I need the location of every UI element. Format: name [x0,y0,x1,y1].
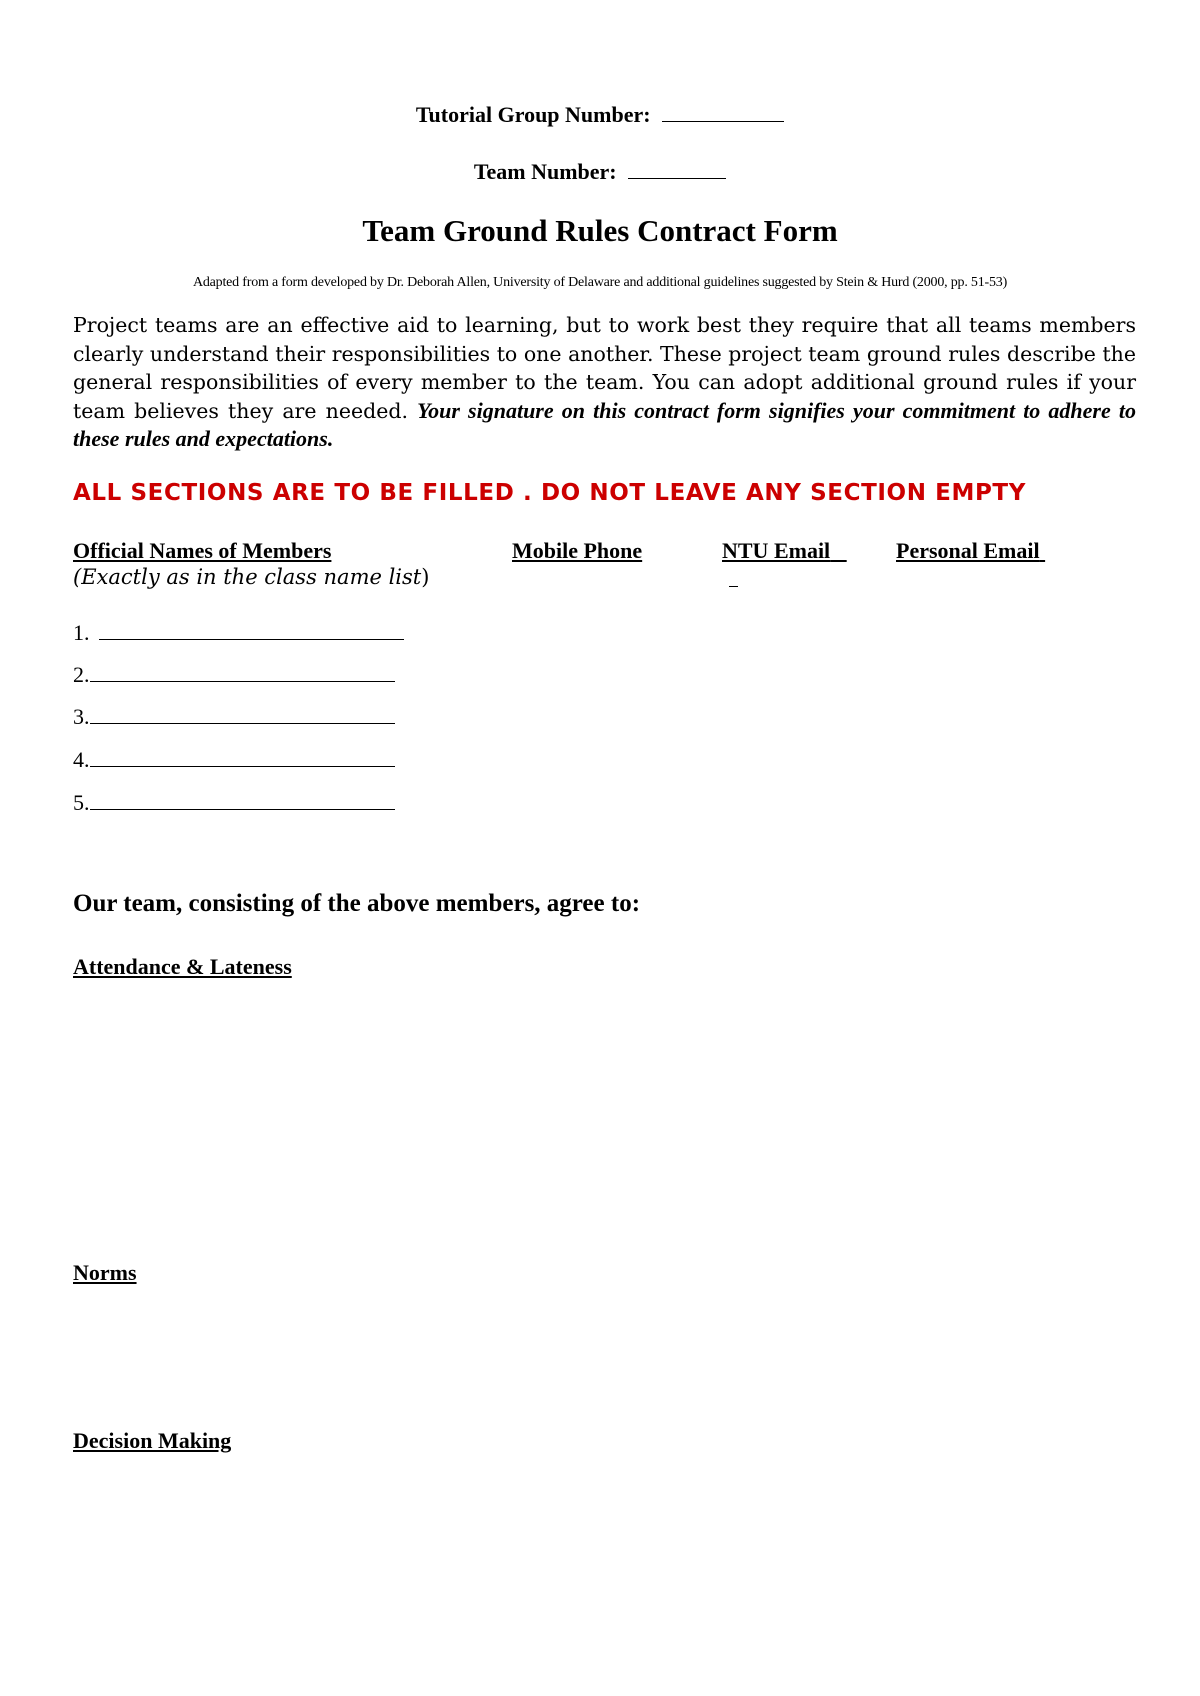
member-name-blank[interactable] [90,705,395,724]
member-row: 1. [73,620,404,646]
column-header-personal-email: Personal Email [896,538,1040,563]
team-number-label: Team Number: [473,159,617,184]
member-row: 5. [73,790,395,816]
section-heading-decision-making: Decision Making [73,1428,232,1453]
member-row: 2. [73,662,395,688]
member-row: 4. [73,747,395,773]
warning-text: ALL SECTIONS ARE TO BE FILLED . DO NOT LEAVE ANY SECTION EMPTY [73,480,1026,506]
intro-emphasis: Your signature on this contract form signifies your commitment to adhere to these rules and expectations. [73,397,1136,451]
tutorial-group-field [0,102,1200,128]
member-name-blank[interactable] [90,791,395,810]
intro-paragraph [73,311,1136,454]
tutorial-group-blank[interactable] [662,103,784,122]
section-heading-norms: Norms [73,1260,137,1285]
ntu-email-underscore [729,572,738,587]
column-header-ntu-email: NTU Email [722,538,831,563]
intro-body: Project teams are an effective aid to learning, but to work best they require that all teams members clearly understand their responsibilities to one another. These project team ground rules describe the general responsibilities of every member to the team. You can adopt additional ground rules if your team believes they are needed. [73,313,1136,423]
adapted-note: Adapted from a form developed by Dr. Deborah Allen, University of Delaware and additional guidelines suggested by Stein & Hurd (2000, pp. 51-53) [192,275,1008,290]
member-name-blank[interactable] [90,748,395,767]
form-title: Team Ground Rules Contract Form [362,213,838,248]
member-name-blank[interactable] [99,621,404,640]
agree-statement: Our team, consisting of the above members, agree to: [73,890,641,917]
team-number-field [0,159,1200,185]
column-header-phone: Mobile Phone [512,538,643,563]
tutorial-group-label: Tutorial Group Number: [415,102,651,127]
team-number-blank[interactable] [628,160,726,179]
column-header-names: Official Names of Members [73,538,332,563]
member-name-blank[interactable] [90,663,395,682]
section-heading-attendance: Attendance & Lateness [73,954,292,979]
member-row: 3. [73,704,395,730]
names-note: (Exactly as in the class name list) [73,565,430,589]
